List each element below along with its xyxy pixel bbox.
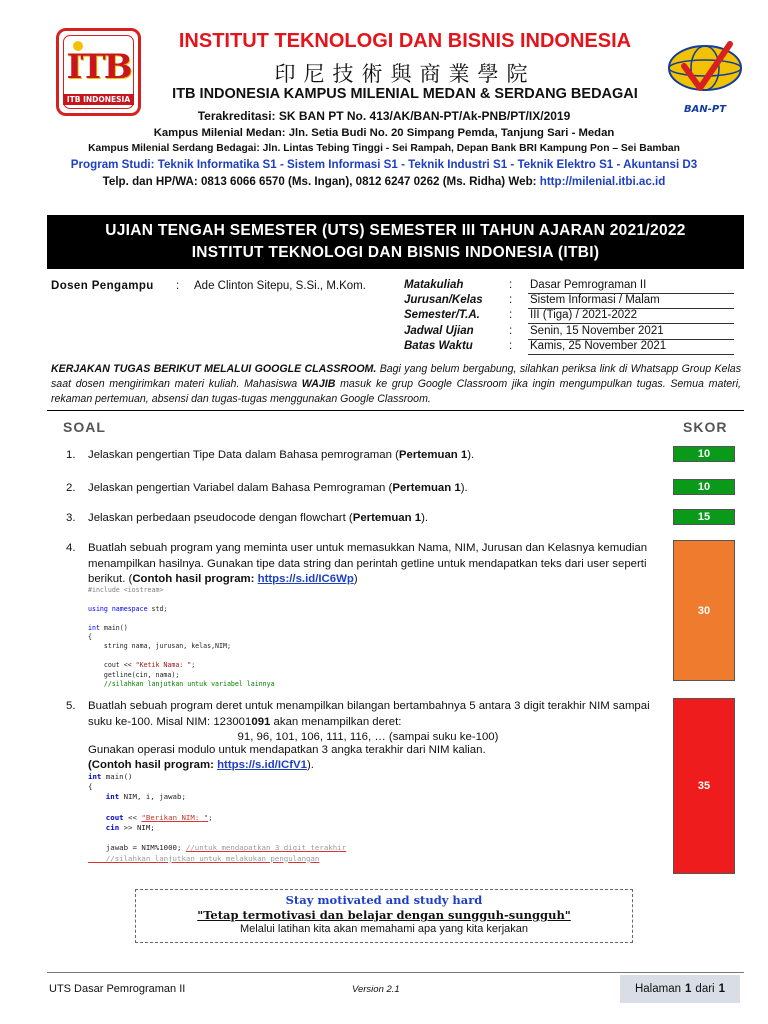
footer-course: UTS Dasar Pemrograman II [49,983,186,995]
study-programs: Program Studi: Teknik Informatika S1 - Sistem Informasi S1 - Teknik Industri S1 - Teknik Elektro S1 - Akuntansi D3 [70,158,698,171]
example-link[interactable]: https://s.id/ICfV1 [217,759,307,771]
info-row-course [404,279,734,295]
page-of: dari [695,983,715,995]
code-keyword: using namespace [88,604,148,613]
code-line: string nama, jurusan, kelas,NIM; [88,642,231,651]
score-badge-5: 35 [673,698,735,874]
code-sample-2 [88,772,346,864]
code-string: "Berikan NIM: " [141,812,209,822]
info-row-deadline [404,340,734,356]
ban-pt-caption: BAN-PT [683,104,727,115]
info-separator: : [509,294,513,306]
code-keyword: int [88,792,120,802]
instructions-text-1: Bagi yang belum bergabung, silahkan periksa link di Whatsapp Group Kelas saat dosen mengirimkan materi kuliah. Mahasiswa [51,363,741,390]
question-reference: Pertemuan 1 [392,482,461,494]
question-reference: Pertemuan 1 [398,449,468,461]
exam-banner-line1: UJIAN TENGAH SEMESTER (UTS) SEMESTER III TAHUN AJARAN 2021/2022 [105,222,686,239]
motivation-english: Stay motivated and study hard [285,893,483,907]
skor-header: SKOR [683,419,728,435]
code-comment: //silahkan lanjutkan untuk variabel lainnya [88,680,275,689]
motivation-box [135,889,633,943]
address-serdang: Kampus Milenial Serdang Bedagai: Jln. Lintas Tebing Tinggi - Sei Rampah, Depan Bank BRI Kampung Pon – Sei Bamban [88,143,680,154]
code-sample-1 [88,586,275,689]
question-number: 5. [66,700,76,712]
code-line: #include <iostream> [88,586,164,594]
code-line: cout << [88,661,136,670]
info-label: Jadwal Ujian [404,325,474,337]
info-label: Batas Waktu [404,340,473,352]
accreditation-line: Terakreditasi: SK BAN PT No. 413/AK/BAN-PT/Ak-PNB/PT/IX/2019 [197,109,571,123]
address-medan: Kampus Milenial Medan: Jln. Setia Budi No. 20 Simpang Pemda, Tanjung Sari - Medan [153,127,615,139]
question-text [88,511,660,527]
itb-logo [56,28,141,116]
question-body: Jelaskan pengertian Tipe Data dalam Bahasa pemrograman ( [88,449,399,461]
section-divider [47,410,744,411]
code-comment: //untuk mendapatkan 3 digit terakhir [185,843,347,853]
page-indicator [620,975,740,1003]
contact-line [40,175,728,188]
instructions [51,362,741,407]
question-reference: Contoh hasil program: [132,573,258,585]
institute-chinese-name: 印尼技術與商業學院 [274,62,536,86]
contact-text: Telp. dan HP/WA: 0813 6066 6570 (Ms. Ingan), 0812 6247 0262 (Ms. Ridha) Web: [102,175,540,188]
logo-caption: ITB INDONESIA [63,94,134,105]
code-line: NIM, i, jawab; [119,792,186,802]
code-line: std; [147,604,168,613]
website-link[interactable]: http://milenial.itbi.ac.id [539,175,666,188]
code-line: >> NIM; [119,823,155,833]
question-body: Jelaskan perbedaan pseudocode dengan flowchart ( [88,512,353,524]
info-value: Kamis, 25 November 2021 [528,340,734,355]
score-badge-3: 15 [673,509,735,525]
question-body: Jelaskan pengertian Variabel dalam Bahasa Pemrograman ( [88,482,393,494]
question-5-modulo: Gunakan operasi modulo untuk mendapatkan 3 angka terakhir dari NIM kalian. [88,744,486,756]
motivation-subtext: Melalui latihan kita akan memahami apa yang kita kerjakan [240,923,528,935]
info-label: Semester/T.A. [404,309,480,321]
question-body-2: akan menampilkan deret: [270,715,402,728]
info-label: Jurusan/Kelas [404,294,483,306]
question-text [88,699,660,730]
code-comment: //silahkan lanjutkan untuk melakukan pengulangan [88,853,320,863]
question-body: Buatlah sebuah program yang meminta user untuk memasukkan Nama, NIM, Jurusan dan Kelasnya kemudian menampilkan hasilnya. Gunakan tipe data string dan perintah getline untuk mendapatkan teks dari user seperti berikut. ( [88,542,648,585]
lecturer-separator: : [176,280,180,292]
question-end: ). [421,512,429,524]
question-end: ) [353,573,358,585]
soal-header: SOAL [63,419,106,435]
question-body: Buatlah sebuah program deret untuk menampilkan bilangan bertambahnya 5 antara 3 digit terakhir NIM sampai suku ke-100. Misal NIM: 123001 [88,700,650,728]
question-text [88,541,660,588]
question-number: 2. [66,482,76,494]
code-keyword: cin [88,823,120,833]
code-line: ; [208,812,213,822]
question-end: ). [467,449,475,461]
question-end: ). [460,482,468,494]
code-line: { [88,633,92,642]
question-text [88,481,660,497]
motivation-indonesian: "Tetap termotivasi dan belajar dengan sungguh-sungguh" [197,908,571,922]
code-keyword: int [88,772,102,781]
page-total: 1 [718,983,726,995]
footer-divider [47,972,744,973]
ban-pt-emblem-icon [664,38,746,106]
score-badge-4: 30 [673,540,735,681]
exam-banner [47,215,744,269]
info-value: Senin, 15 November 2021 [528,325,734,340]
info-separator: : [509,279,513,291]
code-line: jawab = NIM%1000; [88,843,186,853]
info-label: Matakuliah [404,279,464,291]
info-value: III (Tiga) / 2021-2022 [528,309,734,324]
info-value: Dasar Pemrograman II [528,279,734,294]
code-line: { [88,782,93,792]
question-nim-digits: 091 [251,715,271,728]
instructions-heading: KERJAKAN TUGAS BERIKUT MELALUI GOOGLE CLASSROOM. [51,363,377,375]
question-end: ). [306,759,314,771]
info-separator: : [509,325,513,337]
question-number: 3. [66,512,76,524]
info-separator: : [509,340,513,352]
question-5-series: 91, 96, 101, 106, 111, 116, … (sampai suku ke-100) [237,731,499,743]
question-reference: Pertemuan 1 [352,512,422,524]
exam-banner-line2: INSTITUT TEKNOLOGI DAN BISNIS INDONESIA (ITBI) [191,244,600,261]
info-row-schedule [404,325,734,341]
campus-title: ITB INDONESIA KAMPUS MILENIAL MEDAN & SERDANG BEDAGAI [172,86,638,102]
code-line: ; [191,661,196,670]
page-number: 1 [685,983,692,995]
logo-letters: ITB [66,47,131,87]
question-text [88,448,660,464]
code-line: << [123,812,142,822]
code-line: main() [99,623,128,632]
institute-title: INSTITUT TEKNOLOGI DAN BISNIS INDONESIA [178,30,632,52]
question-number: 4. [66,542,76,554]
code-line: main() [101,772,133,781]
instructions-text-2: masuk ke grup Google Classroom jika ingin mengumpulkan tugas. Semua materi, rekaman pertemuan, absensi dan tugas-tugas menggunakan Google Classroom. [51,378,741,405]
lecturer-label: Dosen Pengampu [51,280,154,292]
info-row-class [404,294,734,310]
code-keyword: int [88,623,100,632]
code-string: "Ketik Nama: " [135,661,192,670]
code-keyword: cout [88,812,124,822]
footer-version: Version 2.1 [352,984,400,995]
instructions-wajib: WAJIB [301,378,336,390]
code-line: getline(cin, nama); [88,670,180,679]
score-badge-1: 10 [673,446,735,462]
question-reference: (Contoh hasil program: [88,759,218,771]
question-number: 1. [66,449,76,461]
page-label: Halaman [634,983,682,995]
info-row-semester [404,309,734,325]
lecturer-name: Ade Clinton Sitepu, S.Si., M.Kom. [194,280,366,292]
score-badge-2: 10 [673,479,735,495]
info-separator: : [509,309,513,321]
example-link[interactable]: https://s.id/IC6Wp [257,573,354,585]
info-value: Sistem Informasi / Malam [528,294,734,309]
